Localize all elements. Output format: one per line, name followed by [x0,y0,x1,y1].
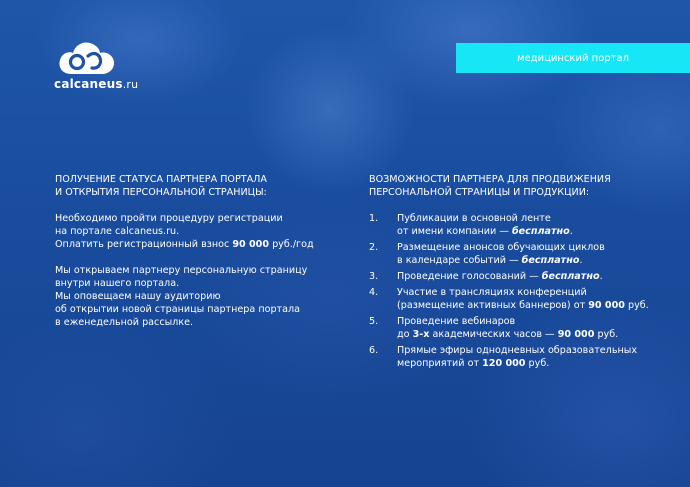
text-line [397,357,669,370]
text-line: Прямые эфиры однодневных образовательных [397,345,637,356]
text-line: Участие в трансляциях конференций [397,287,587,298]
opportunities-list [369,212,669,370]
text-line [397,254,669,267]
list-item [369,286,669,312]
heading-line: ВОЗМОЖНОСТИ ПАРТНЕРА ДЛЯ ПРОДВИЖЕНИЯ [369,174,611,185]
text-line [397,270,669,283]
partner-status-section [55,173,345,329]
page-opening-paragraph [55,264,345,329]
fee-line [55,238,345,251]
price-amount: 90 000 [588,300,625,311]
text-line: Мы оповещаем нашу аудиторию [55,291,221,302]
heading-line: И ОТКРЫТИЯ ПЕРСОНАЛЬНОЙ СТРАНИЦЫ: [55,187,267,198]
logo-wordmark [54,77,138,91]
partner-status-heading [55,173,345,199]
text-line: об открытии новой страницы партнера портала [55,304,301,315]
free-label: бесплатно [511,226,570,237]
list-item [369,344,669,370]
text-part: руб. [594,329,619,340]
text-part: . [579,255,583,266]
text-part: (размещение активных баннеров) от [397,300,589,311]
text-line: Проведение вебинаров [397,316,516,327]
heading-line: ПОЛУЧЕНИЕ СТАТУСА ПАРТНЕРА ПОРТАЛА [55,174,267,185]
heading-line: ПЕРСОНАЛЬНОЙ СТРАНИЦЫ И ПРОДУКЦИИ: [369,187,590,198]
registration-paragraph [55,212,345,251]
free-label: бесплатно [541,271,600,282]
fee-amount: 90 000 [232,239,270,250]
list-item [369,270,669,283]
text-line [397,328,669,341]
text-part: в календаре событий — [397,255,522,266]
text-line: Публикации в основной ленте [397,213,551,224]
text-line: Размещение анонсов обучающих циклов [397,242,605,253]
portal-tag [456,43,690,73]
item-number: 5. [369,316,379,327]
text-part: руб. [624,300,649,311]
cloud-logo-icon [57,40,117,76]
price-amount: 120 000 [482,358,526,369]
item-number: 6. [369,345,379,356]
text-part: Проведение голосований — [397,271,542,282]
partner-opportunities-section [369,173,669,373]
list-item [369,315,669,341]
text-line [397,299,669,312]
fee-suffix: руб./год [269,239,314,250]
text-part: . [569,226,573,237]
list-item [369,241,669,267]
text-part: мероприятий от [397,358,483,369]
text-part: . [599,271,603,282]
free-label: бесплатно [521,255,580,266]
calcaneus-logo[interactable] [54,40,144,94]
fee-prefix: Оплатить регистрационный взнос [55,239,233,250]
text-line: Необходимо пройти процедуру регистрации [55,213,283,224]
hours-count: 3-х [412,329,430,340]
text-line: в еженедельной рассылке. [55,317,194,328]
text-line: на портале calcaneus.ru. [55,226,180,237]
partner-opportunities-heading [369,173,669,199]
item-number: 1. [369,213,379,224]
logo-domain: .ru [122,78,139,91]
text-part: руб. [525,358,550,369]
item-number: 4. [369,287,379,298]
text-line [397,225,669,238]
text-part: до [397,329,413,340]
text-part: от имени компании — [397,226,512,237]
text-line: Мы открываем партнеру персональную страницу [55,265,308,276]
text-part: академических часов — [429,329,558,340]
list-item [369,212,669,238]
price-amount: 90 000 [557,329,595,340]
portal-tag-label: медицинский портал [516,52,630,64]
item-number: 3. [369,271,379,282]
text-line: внутри нашего портала. [55,278,180,289]
logo-name: calcaneus [54,77,123,91]
item-number: 2. [369,242,379,253]
